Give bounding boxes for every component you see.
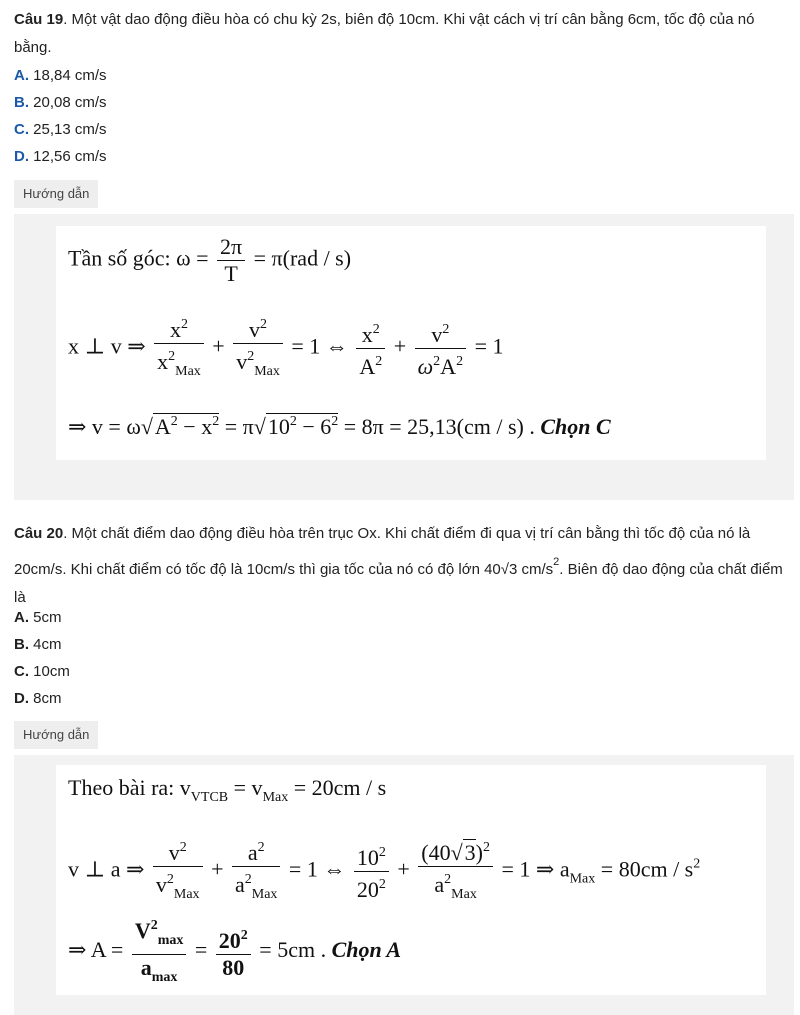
question-19-label: Câu 19 — [14, 11, 64, 28]
option-c[interactable]: C. 10cm — [14, 663, 70, 680]
option-b[interactable]: B. 4cm — [14, 636, 62, 653]
option-d[interactable]: D. 12,56 cm/s — [14, 148, 107, 165]
equation-line: x ⊥ v ⇒ $\frac{x^2}{x^2_{Max}}$ + $\frac{v^2}{v^2_{Max}}$ = 1 ⇔ $\frac{x^2}{A^2}$ + $\frac{v^2}{\omega^2A^2}$ = 1 — [68, 312, 503, 385]
guide-toggle-button[interactable]: Hướng dẫn — [14, 180, 98, 208]
fraction: $\frac{2\pi}{T}$ — [217, 234, 245, 287]
solution-image — [56, 226, 766, 460]
option-d[interactable]: D. 8cm — [14, 690, 62, 707]
solution-image — [56, 765, 766, 995]
question-19-text: Câu 19. Một vật dao động điều hòa có chu kỳ 2s, biên độ 10cm. Khi vật cách vị trí cân bằng 6cm, tốc độ của nó bằng. — [14, 11, 755, 56]
equation-line: ⇒ A = $\frac{V^2_{max}}{a_{max}}$ = $\frac{20^2}{80}$ = 5cm . Chọn A — [68, 913, 401, 991]
guide-toggle-button[interactable]: Hướng dẫn — [14, 721, 98, 749]
option-c[interactable]: C. 25,13 cm/s — [14, 121, 107, 138]
question-20-label: Câu 20 — [14, 525, 64, 542]
solution-panel — [14, 755, 794, 1015]
option-a[interactable]: A. 18,84 cm/s — [14, 67, 107, 84]
equation-line: v ⊥ a ⇒ $\frac{v^2}{v^2_{Max}}$ + $\frac{a^2}{a^2_{Max}}$ = 1 ⇔ $\frac{10^2}{20^2}$ + $\frac{(40√3)^2}{a^2_{Max}}$ = 1 ⇒ $a_{Max} = 80cm / s^2$ — [68, 835, 700, 908]
option-b[interactable]: B. 20,08 cm/s — [14, 94, 107, 111]
question-20-text: Câu 20. Một chất điểm dao động điều hòa trên trục Ox. Khi chất điểm đi qua vị trí cân bằng thì tốc độ của nó là 20cm/s. Khi chất điểm có tốc độ là 10cm/s thì gia tốc của nó có độ lớn 40√3 $cm/s^2$. Biên độ dao động của chất điểm là — [14, 525, 783, 606]
equation-line: Tần số góc: ω = $\frac{2\pi}{T}$ = π(rad / s) — [68, 234, 352, 286]
equation-line: Theo bài ra: $v_{VTCB} = v_{Max} = 20cm / s$ — [68, 775, 387, 805]
equation-line: ⇒ $v = \omega√A^2 - x^2 = \pi√10^2 - 6^2 = 8\pi = 25,13(cm / s)$ . Chọn C — [68, 414, 611, 439]
solution-panel — [14, 214, 794, 500]
option-a[interactable]: A. 5cm — [14, 609, 62, 626]
